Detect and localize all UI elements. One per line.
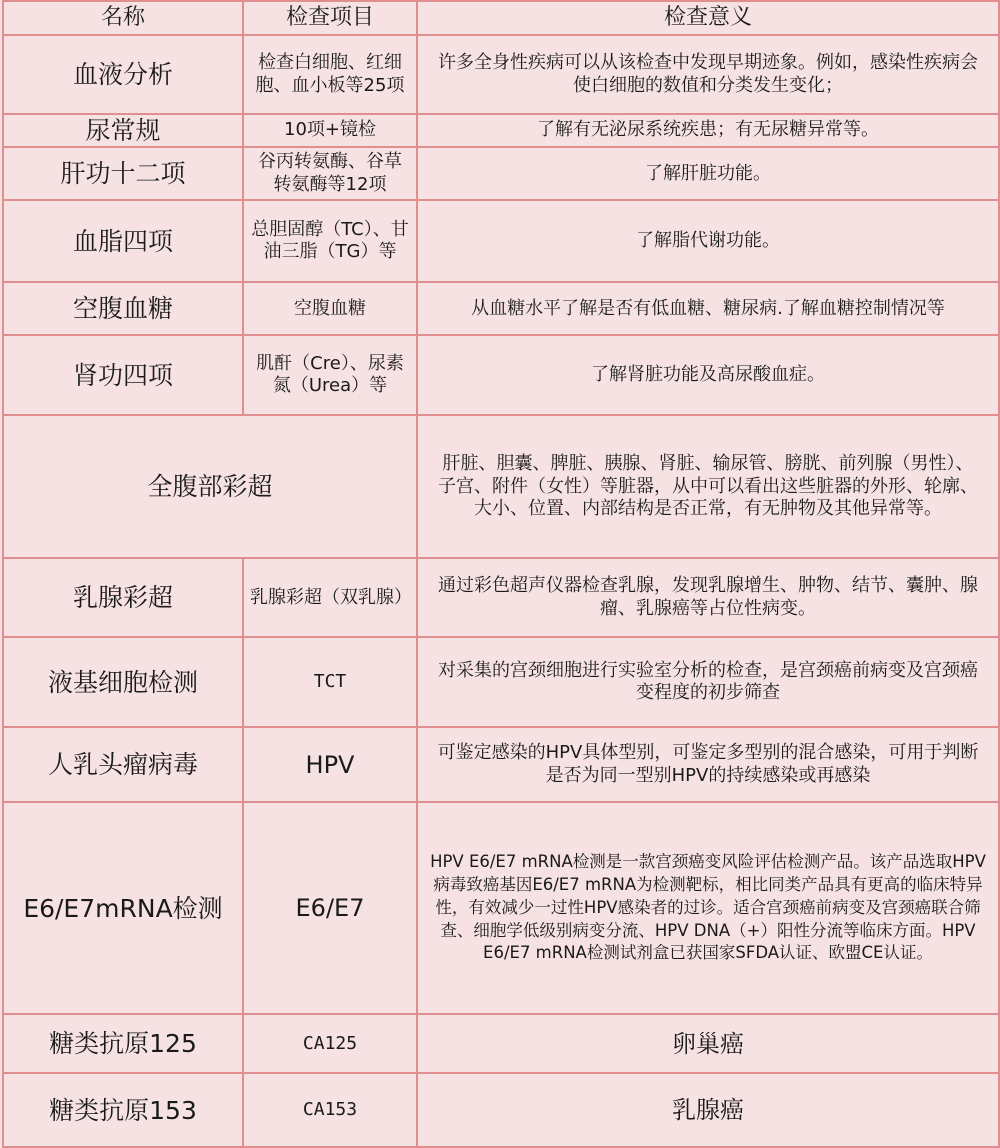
row-meaning: 了解肾脏功能及高尿酸血症。 <box>417 335 999 415</box>
row-meaning: 许多全身性疾病可以从该检查中发现早期迹象。例如，感染性疾病会使白细胞的数值和分类发生变化； <box>417 35 999 114</box>
medical-checkup-table <box>2 0 1000 1148</box>
row-item: CA125 <box>243 1014 417 1073</box>
table-row <box>3 147 999 200</box>
row-item: HPV <box>243 727 417 802</box>
row-name: 尿常规 <box>3 114 243 147</box>
header-meaning: 检查意义 <box>417 1 999 35</box>
row-name: 肝功十二项 <box>3 147 243 200</box>
row-meaning: 卵巢癌 <box>417 1014 999 1073</box>
table-row <box>3 637 999 727</box>
table-row <box>3 335 999 415</box>
row-name: E6/E7mRNA检测 <box>3 802 243 1014</box>
table-row <box>3 727 999 802</box>
row-name: 血液分析 <box>3 35 243 114</box>
row-meaning: 了解脂代谢功能。 <box>417 200 999 282</box>
row-name: 液基细胞检测 <box>3 637 243 727</box>
table-row <box>3 558 999 637</box>
table-row <box>3 200 999 282</box>
table-row <box>3 35 999 114</box>
row-item: 肌酐（Cre）、尿素氮（Urea）等 <box>243 335 417 415</box>
row-name: 全腹部彩超 <box>3 415 417 558</box>
row-item: TCT <box>243 637 417 727</box>
row-name: 糖类抗原153 <box>3 1073 243 1147</box>
row-item: E6/E7 <box>243 802 417 1014</box>
row-name: 人乳头瘤病毒 <box>3 727 243 802</box>
row-meaning: 通过彩色超声仪器检查乳腺，发现乳腺增生、肿物、结节、囊肿、腺瘤、乳腺癌等占位性病变。 <box>417 558 999 637</box>
row-name: 空腹血糖 <box>3 282 243 335</box>
row-name: 血脂四项 <box>3 200 243 282</box>
row-meaning: 了解肝脏功能。 <box>417 147 999 200</box>
row-item: 空腹血糖 <box>243 282 417 335</box>
row-item: 总胆固醇（TC）、甘油三脂（TG）等 <box>243 200 417 282</box>
header-item: 检查项目 <box>243 1 417 35</box>
row-meaning: 了解有无泌尿系统疾患；有无尿糖异常等。 <box>417 114 999 147</box>
header-name: 名称 <box>3 1 243 35</box>
row-item: 10项+镜检 <box>243 114 417 147</box>
row-meaning: 乳腺癌 <box>417 1073 999 1147</box>
row-name: 糖类抗原125 <box>3 1014 243 1073</box>
table-row <box>3 114 999 147</box>
row-meaning: 可鉴定感染的HPV具体型别，可鉴定多型别的混合感染，可用于判断是否为同一型别HPV的持续感染或再感染 <box>417 727 999 802</box>
table-row <box>3 1014 999 1073</box>
row-item: 检查白细胞、红细胞、血小板等25项 <box>243 35 417 114</box>
row-name: 乳腺彩超 <box>3 558 243 637</box>
row-item: 谷丙转氨酶、谷草转氨酶等12项 <box>243 147 417 200</box>
table-row <box>3 802 999 1014</box>
header-row <box>3 1 999 35</box>
row-name: 肾功四项 <box>3 335 243 415</box>
row-meaning: 对采集的宫颈细胞进行实验室分析的检查，是宫颈癌前病变及宫颈癌变程度的初步筛查 <box>417 637 999 727</box>
table-row <box>3 1073 999 1147</box>
table-row <box>3 415 999 558</box>
row-meaning: 肝脏、胆囊、脾脏、胰腺、肾脏、输尿管、膀胱、前列腺（男性）、子宫、附件（女性）等脏器，从中可以看出这些脏器的外形、轮廓、大小、位置、内部结构是否正常，有无肿物及其他异常等。 <box>417 415 999 558</box>
row-item: CA153 <box>243 1073 417 1147</box>
row-item: 乳腺彩超（双乳腺） <box>243 558 417 637</box>
row-meaning: 从血糖水平了解是否有低血糖、糖尿病.了解血糖控制情况等 <box>417 282 999 335</box>
row-meaning: HPV E6/E7 mRNA检测是一款宫颈癌变风险评估检测产品。该产品选取HPV病毒致癌基因E6/E7 mRNA为检测靶标，相比同类产品具有更高的临床特异性，有效减少一过性HPV感染者的过诊。适合宫颈癌前病变及宫颈癌联合筛查、细胞学低级别病变分流、HPV DNA（+）阳性分流等临床方面。HPV E6/E7 mRNA检测试剂盒已获国家SFDA认证、欧盟CE认证。 <box>417 802 999 1014</box>
table-row <box>3 282 999 335</box>
